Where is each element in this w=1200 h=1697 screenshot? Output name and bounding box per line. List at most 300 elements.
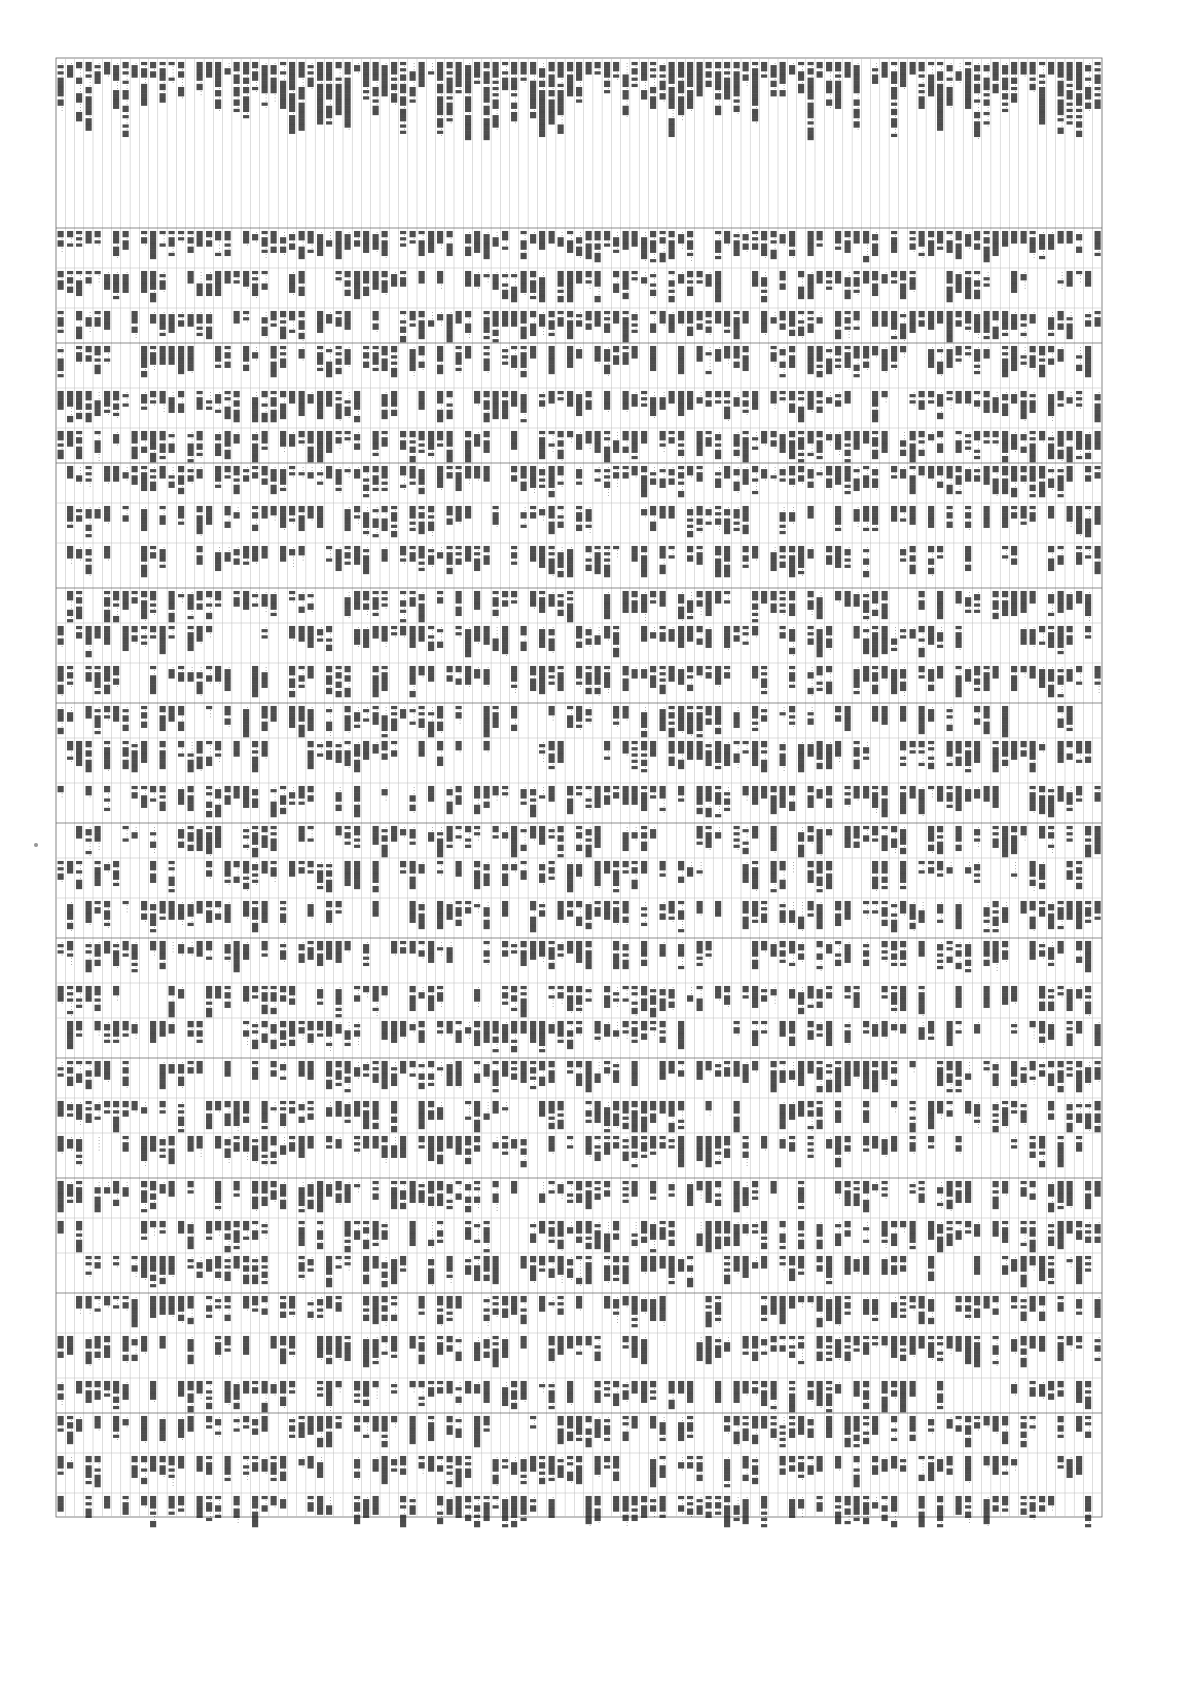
table-cell-text: .████ [289,625,296,641]
table-cell-text: ███. [372,741,379,755]
table-cell-text: ██████ [604,900,611,921]
table-cell-text: ..█████. [178,901,185,926]
table-cell-text: █..█. [252,591,259,608]
table-cell-text: ███████. [1094,1021,1101,1047]
table-cell-text: ..█..███ [1030,1060,1037,1086]
table-cell-text: █████ [298,825,305,842]
table-cell-text: ████. [928,706,935,723]
table-cell-text: ████ [613,310,620,324]
table-cell-text: ████████.█ [835,1060,842,1093]
table-cell-text: █.█.█████. [335,986,342,1018]
table-cell-text: ██.██.█. [863,941,870,967]
table-cell-text: ███████ [428,230,435,254]
table-cell-text: ..██.█.██ [965,1495,972,1524]
table-cell-text: ███.█ [308,1495,315,1512]
table-cell-text: .████.███ [548,1335,555,1364]
table-cell-text: ..█████ [539,940,546,963]
table-cell-text: ███.██.█ [641,825,648,852]
table-cell-text: .█████.██. [428,1256,435,1287]
table-cell-text: .█.████.█ [456,345,463,374]
table-cell-text: █.██..█ [206,1295,213,1319]
table-cell-text: █████ [1067,270,1074,287]
table-cell-text: ███..██ [178,390,185,414]
table-cell-text: █.█.██. [317,1296,324,1319]
table-cell-text: ███.██ [1067,860,1074,881]
table-cell-text: ██.█..█ [558,505,565,529]
table-cell-text: .██.█ [604,1060,611,1076]
table-cell-text: ███████. [1067,986,1074,1012]
table-cell-text: ████. [1057,346,1064,363]
table-cell-text: ████ [761,1415,768,1429]
table-cell-text: ██.███ [613,1220,620,1241]
table-cell-text: ██.█ [400,940,407,954]
table-cell-text: ██.█████ [641,940,648,967]
table-cell-text: █████.██ [1011,665,1018,692]
table-cell-text: .██.███.██ [298,310,305,342]
table-cell-text: ...█.███. [613,1296,620,1324]
table-cell-text: ███████.█ [539,430,546,460]
table-cell-text: █.███ [539,1255,546,1272]
table-cell-text: ██.█████ [983,940,990,967]
table-cell-text: ████...██ [798,270,805,300]
table-cell-text: .███ [132,1100,139,1113]
table-cell-text: ..███..██ [465,310,472,339]
table-cell-text: ██...█. [437,626,444,649]
table-cell-text: ███.██.███ [85,390,92,423]
table-cell-text: █████.████ [946,270,953,303]
table-cell-text: ██.█████ [789,310,796,337]
table-cell-text: .██████.████████ [687,61,694,112]
table-cell-text: ███████. [446,1061,453,1087]
table-cell-text: ███. [548,1021,555,1035]
table-cell-text: █████ [752,270,759,287]
table-cell-text: █.████████ [539,1020,546,1053]
stray-mark [34,843,38,847]
table-cell-text: ██████.██ [770,785,777,815]
table-cell-text: █.██.█. [289,1416,296,1439]
table-cell-text: ███.██ [808,1020,815,1041]
table-cell-text: ████.█. [1030,391,1037,414]
table-cell-text: ███.█ [409,590,416,607]
table-cell-text: .█.███.█ [854,270,861,296]
table-cell-text: █.█████ [215,345,222,369]
table-cell-text: █.██.█████ [956,1060,963,1093]
table-cell-text: █████. [882,1256,889,1276]
table-cell-text: █.█.████ [696,940,703,967]
table-cell-text: ██..██.█ [891,1060,898,1087]
table-cell-text: .██.██. [585,626,592,648]
table-cell-text: .████. [1011,1336,1018,1355]
table-cell-text: █..██.████ [632,1135,639,1168]
table-cell-text: ███████.█ [391,1180,398,1210]
table-cell-text: .█.█.█.█ [733,825,740,851]
table-cell-text: █...████ [789,940,796,967]
table-cell-text: ..███ [1020,825,1027,841]
table-cell-text: ███.██████ [169,590,176,623]
table-cell-text: ██████████ [317,1180,324,1213]
table-cell-text: █.██ [743,985,750,999]
table-cell-text: ███.██████ [326,1255,333,1288]
table-cell-text: ..█.█. [261,1221,268,1240]
table-cell-text: ███.██.█. [252,1256,259,1285]
table-cell-text: █.█████.██ [613,860,620,893]
table-cell-text: ███.███ [770,590,777,614]
table-cell-text: █.█.██ [826,270,833,291]
table-cell-text: ...█████.███. [271,62,278,103]
table-cell-text: ████ [585,61,592,75]
table-cell-text: .██████.. [345,591,352,619]
table-cell-text: ███. [817,786,824,800]
table-cell-text: .███.█. [280,941,287,963]
table-cell-text: .██████ [169,1295,176,1318]
table-cell-text: .██.█.█ [493,1295,500,1318]
table-cell-text: █.█...███ [678,1100,685,1130]
table-cell-text: ████..███ [993,310,1000,340]
table-cell-text: ██.████ [641,1220,648,1244]
table-cell-text: ██.██.██.█ [335,665,342,698]
table-cell-text: .███.██. [567,1256,574,1281]
table-cell-text: █.██ [160,1100,167,1114]
table-cell-text: ████. [965,786,972,803]
table-cell-text: ██..█.████ [150,1495,157,1528]
table-cell-text: ███. [308,391,315,405]
table-cell-text: .█.. [780,706,787,719]
table-cell-text: ██.██ [1085,465,1092,482]
table-cell-text: .██.█ [141,230,148,246]
table-cell-text: .█.████ [576,665,583,688]
table-cell-text: █...█ [123,825,130,842]
table-cell-text: █████ [632,230,639,247]
table-cell-text: ██████ [622,230,629,251]
table-cell-text: .█.███████ [798,545,805,577]
table-cell-text: ████. [715,346,722,363]
table-cell-text: █.██.█ [345,825,352,846]
table-cell-text: ███████. [197,826,204,852]
table-cell-text: █████ [632,545,639,562]
table-cell-text: ████..██ [446,230,453,257]
table-cell-text: █████████████.█ [965,61,972,110]
table-cell-text: █████████ [354,860,361,890]
table-cell-text: ███.. [326,1101,333,1118]
table-cell-text: █████.██ [521,940,528,967]
table-cell-text: █.██ [567,1060,574,1074]
table-cell-text: █.██. [780,466,787,483]
table-cell-text: .████ [391,940,398,956]
table-cell-text: ██████.█.█ [789,1380,796,1413]
table-cell-text: █.██ [1011,1295,1018,1309]
table-cell-text: █████ [484,465,491,482]
table-cell-text: █.██.████ [113,1380,120,1410]
table-cell-text: ███.████ [956,740,963,767]
table-cell-text: ███.█.███ [234,465,241,495]
table-cell-text: .███ [752,1060,759,1073]
table-cell-text: .█████ [58,985,65,1005]
table-cell-text: ███████ [317,505,324,529]
table-cell-text: ...█████ [95,825,102,851]
table-cell-text: .█.██████ [428,430,435,459]
table-cell-text: ██...█████ [595,270,602,303]
table-cell-text: ..██..█ [132,1255,139,1278]
table-cell-text: ███.███. [465,231,472,257]
table-cell-text: █.██████. [113,271,120,300]
table-cell-text: .█.█.█ [882,1180,889,1200]
table-cell-text: .... [170,941,176,954]
table-cell-text: .███████.. [641,231,648,262]
table-cell-text: ████. [872,1021,879,1038]
table-cell-text: ███.███.. [845,271,852,300]
table-cell-text: █.██ [863,1020,870,1034]
table-cell-text: ██████. [123,271,130,294]
table-cell-text: ███.. [428,826,435,843]
table-cell-text: ██.███ [946,1455,953,1476]
table-cell-text: ██.█.█ [456,545,463,566]
table-cell-text: ████ [521,1255,528,1269]
table-cell-text: ██.██ [956,1295,963,1312]
table-cell-text: ███.██ [919,590,926,611]
table-cell-text: █...█.. [863,1221,870,1244]
table-cell-text: █.█.█.█.███.█.██████ [1067,61,1074,125]
table-cell-text: █.████.██ [234,1220,241,1250]
table-cell-text: █████.█ [76,1180,83,1204]
table-cell-text: ███..█. [659,466,666,489]
table-cell-text: ███... [280,1136,287,1156]
table-cell-text: ████.██ [650,665,657,689]
table-cell-text: ██████.███ [909,430,916,463]
table-cell-text: ..█.█.. [613,986,620,1008]
table-cell-text: ████..██ [891,1220,898,1247]
table-cell-text: █..██. [761,1336,768,1356]
table-cell-text: ███..█ [160,505,167,526]
table-cell-text: ████ [1030,665,1037,679]
table-cell-text: ██.███ [780,270,787,291]
table-cell-text: █.██████ [224,1455,231,1482]
table-cell-text: ███████████████.██.███.. [539,62,546,138]
table-cell-text: ..██.█ [558,985,565,1005]
table-cell-text: █.███████ [900,860,907,890]
table-cell-text: █████ [298,1060,305,1077]
table-cell-text: █.█.████ [752,705,759,732]
table-cell-text: ██.█..███ [437,1495,444,1525]
table-cell-text: ███..█ [956,1220,963,1241]
table-cell-text: ██.█ [95,900,102,914]
table-cell-text: ███..█.██ [770,230,777,260]
table-cell-text: ..████████ [659,1295,666,1327]
table-cell-text: ████████. [160,1061,167,1090]
table-cell-text: █.█...█ [567,1180,574,1204]
table-cell-text: ████.. [511,1456,518,1476]
table-cell-text: ████..███ [1002,1415,1009,1445]
table-cell-text: ███.██ [197,545,204,566]
table-cell-text: ████ [835,270,842,284]
table-cell-text: ████.██ [604,985,611,1009]
table-cell-text: .█.███. [224,941,231,963]
table-cell-text: ████.█ [659,1220,666,1241]
table-cell-text: ..███ [1030,1255,1037,1271]
table-cell-text: ..██.█████ [622,1495,629,1527]
table-cell-text: █.███ [678,785,685,802]
table-cell-text: █████████ [928,1100,935,1130]
table-cell-text: █████████ [1057,1220,1064,1250]
table-cell-text: ██..████. [928,1296,935,1325]
table-cell-text: ███.████ [280,1455,287,1482]
table-cell-text: .████. [308,901,315,920]
table-cell-text: .████████ [187,345,194,374]
table-cell-text: ..█..█ [863,900,870,920]
table-cell-text: █████.███ [613,940,620,970]
table-cell-text: ..██ [808,1295,815,1308]
table-cell-text: ██████████ [484,705,491,738]
table-cell-text: ███████..███.█ [141,61,148,107]
table-cell-text: ██████.█.█ [567,590,574,623]
table-cell-text: ██..█.██ [465,1495,472,1522]
table-cell-text: ███. [150,311,157,325]
table-cell-text: ████ [85,705,92,719]
table-cell-text: █.█.█ [1067,1060,1074,1077]
table-cell-text: .█.█ [632,270,639,283]
table-cell-text: ███████ [1020,590,1027,614]
table-cell-text: ..███.█ [770,345,777,368]
table-cell-text: ..████████ [326,1380,333,1412]
table-cell-text: .█████.█ [613,900,620,926]
table-cell-text: ...█ [123,900,130,913]
table-cell-text: .██. [400,826,407,839]
table-cell-text: █.█.█.█... [780,1416,787,1448]
table-cell-text: ...█ [95,270,102,283]
table-cell-text: █████ [891,505,898,522]
table-cell-text: ██.███. [808,466,815,489]
table-cell-text: ███.████ [261,1180,268,1207]
table-cell-text: ████████ [419,61,426,88]
table-cell-text: ███████ [391,1020,398,1044]
table-cell-text: ███. [826,1136,833,1150]
table-cell-text: ██.█..██ [585,545,592,572]
table-cell-text: ████ [659,505,666,519]
table-cell-text: .██████ [150,1380,157,1403]
table-cell-text: .██████.. [650,391,657,419]
table-cell-text: ████. [326,1181,333,1198]
table-cell-text: █████..█ [882,825,889,852]
table-cell-text: .█...█.██. [85,826,92,857]
table-cell-text: █.█.████ [409,505,416,532]
table-cell-text: █.█████. [271,591,278,617]
table-cell-text: ..████.██ [382,1135,389,1164]
table-cell-text: ███.██ [132,465,139,486]
table-cell-text: █████ [58,1495,65,1512]
table-cell-text: .███ [400,625,407,638]
table-cell-text: ███.████ [456,590,463,617]
table-cell-text: █████████ [548,345,555,375]
table-cell-text: ██████ [770,1295,777,1316]
table-cell-text: ████████ [1011,345,1018,372]
table-cell-text: ██...█████ [67,390,74,423]
table-cell-text: .██.. [632,826,639,842]
table-cell-text: ..███...█. [326,706,333,737]
table-cell-text: ███.█.█. [224,1256,231,1282]
table-cell-text: ██████.█.█ [1030,430,1037,463]
table-cell-text: ████ [567,1335,574,1349]
table-cell-text: █.████.. [1067,786,1074,812]
table-cell-text: ...█.█.███ [169,1455,176,1487]
table-cell-text: █...███ [289,310,296,334]
table-cell-text: █████ [539,1295,546,1312]
table-cell-text: █████ [428,785,435,802]
table-cell-text: █████████. [243,706,250,738]
table-cell-text: █..██ [409,1060,416,1077]
table-cell-text: ██.. [493,1136,500,1150]
table-cell-text: █████.██.█ [983,230,990,263]
table-cell-text: ████ [956,390,963,404]
table-cell-text: █.███..██████ [576,61,583,103]
table-cell-text: ███.████ [724,1220,731,1247]
table-cell-text: █.█.█████ [845,465,852,495]
table-cell-text: ████.█.█ [946,1220,953,1247]
table-cell-text: ████████ [993,230,1000,257]
table-cell-text: █.████. [160,546,167,569]
table-cell-text: █...█ [160,230,167,247]
table-cell-text: .█.█████ [113,1415,120,1441]
table-cell-text: .██.█.█ [58,860,65,883]
table-cell-text: █.████ [696,825,703,846]
table-cell-text: ..█.███.█ [261,230,268,259]
table-cell-text: ██.███. [1094,1221,1101,1244]
table-cell-text: ████ [224,270,231,284]
table-cell-text: ██..█ [956,1415,963,1432]
table-cell-text: ██..██ [456,665,463,686]
table-cell-text: ████..██ [530,310,537,337]
table-cell-text: ███. [178,986,185,1000]
table-cell-text: ██.█.█████ [345,1220,352,1253]
table-cell-text: █..█. [234,1416,241,1433]
table-cell-text: ███████ [197,1495,204,1519]
table-cell-text: █.███ [317,1020,324,1037]
table-cell-text: ██.██.████. [770,62,777,97]
table-cell-text: ███████ [622,590,629,614]
table-cell-text: ██.████.██ [1057,1060,1064,1093]
table-cell-text: .█████. [882,1136,889,1158]
table-cell-text: .█.█ [113,1255,120,1268]
table-cell-text: .███.█.██ [845,1335,852,1364]
table-cell-text: .██..█ [206,665,213,685]
table-cell-text: ███..███ [178,705,185,732]
table-cell-text: █.██.█ [511,545,518,566]
table-cell-text: ████ [521,1335,528,1349]
table-cell-text: .████████████████.████ [345,61,352,131]
table-cell-text: █..█ [548,1180,555,1194]
table-cell-text: ..█. [345,466,352,479]
table-cell-text: ████ [993,665,1000,679]
table-cell-text: .██████ [715,665,722,688]
table-cell-text: ███. [789,986,796,1000]
table-cell-text: ███.████ [687,310,694,337]
table-cell-text: ██████ [354,590,361,611]
table-cell-text: .██.█ [123,1295,130,1311]
table-cell-text: ███.█.█ [85,1100,92,1124]
table-cell-text: ████████.█ [974,1335,981,1368]
table-cell-text: ████... [613,431,620,454]
table-cell-text: ████ [604,860,611,874]
table-cell-text: .███..█. [1048,466,1055,491]
table-cell-text: ████. [372,1456,379,1473]
table-cell-text: .██████. [178,1416,185,1441]
table-cell-text: ..█.█..█ [243,1455,250,1481]
table-cell-text: ████.███.. [798,826,805,858]
table-cell-text: ███████...█ [928,61,935,97]
table-cell-text: .█████ [733,1255,740,1275]
table-cell-text: ████████. [604,591,611,620]
table-cell-text: ████.█████ [872,390,879,423]
table-cell-text: █.██..█ [298,665,305,689]
table-cell-text: ██████ [974,1255,981,1276]
